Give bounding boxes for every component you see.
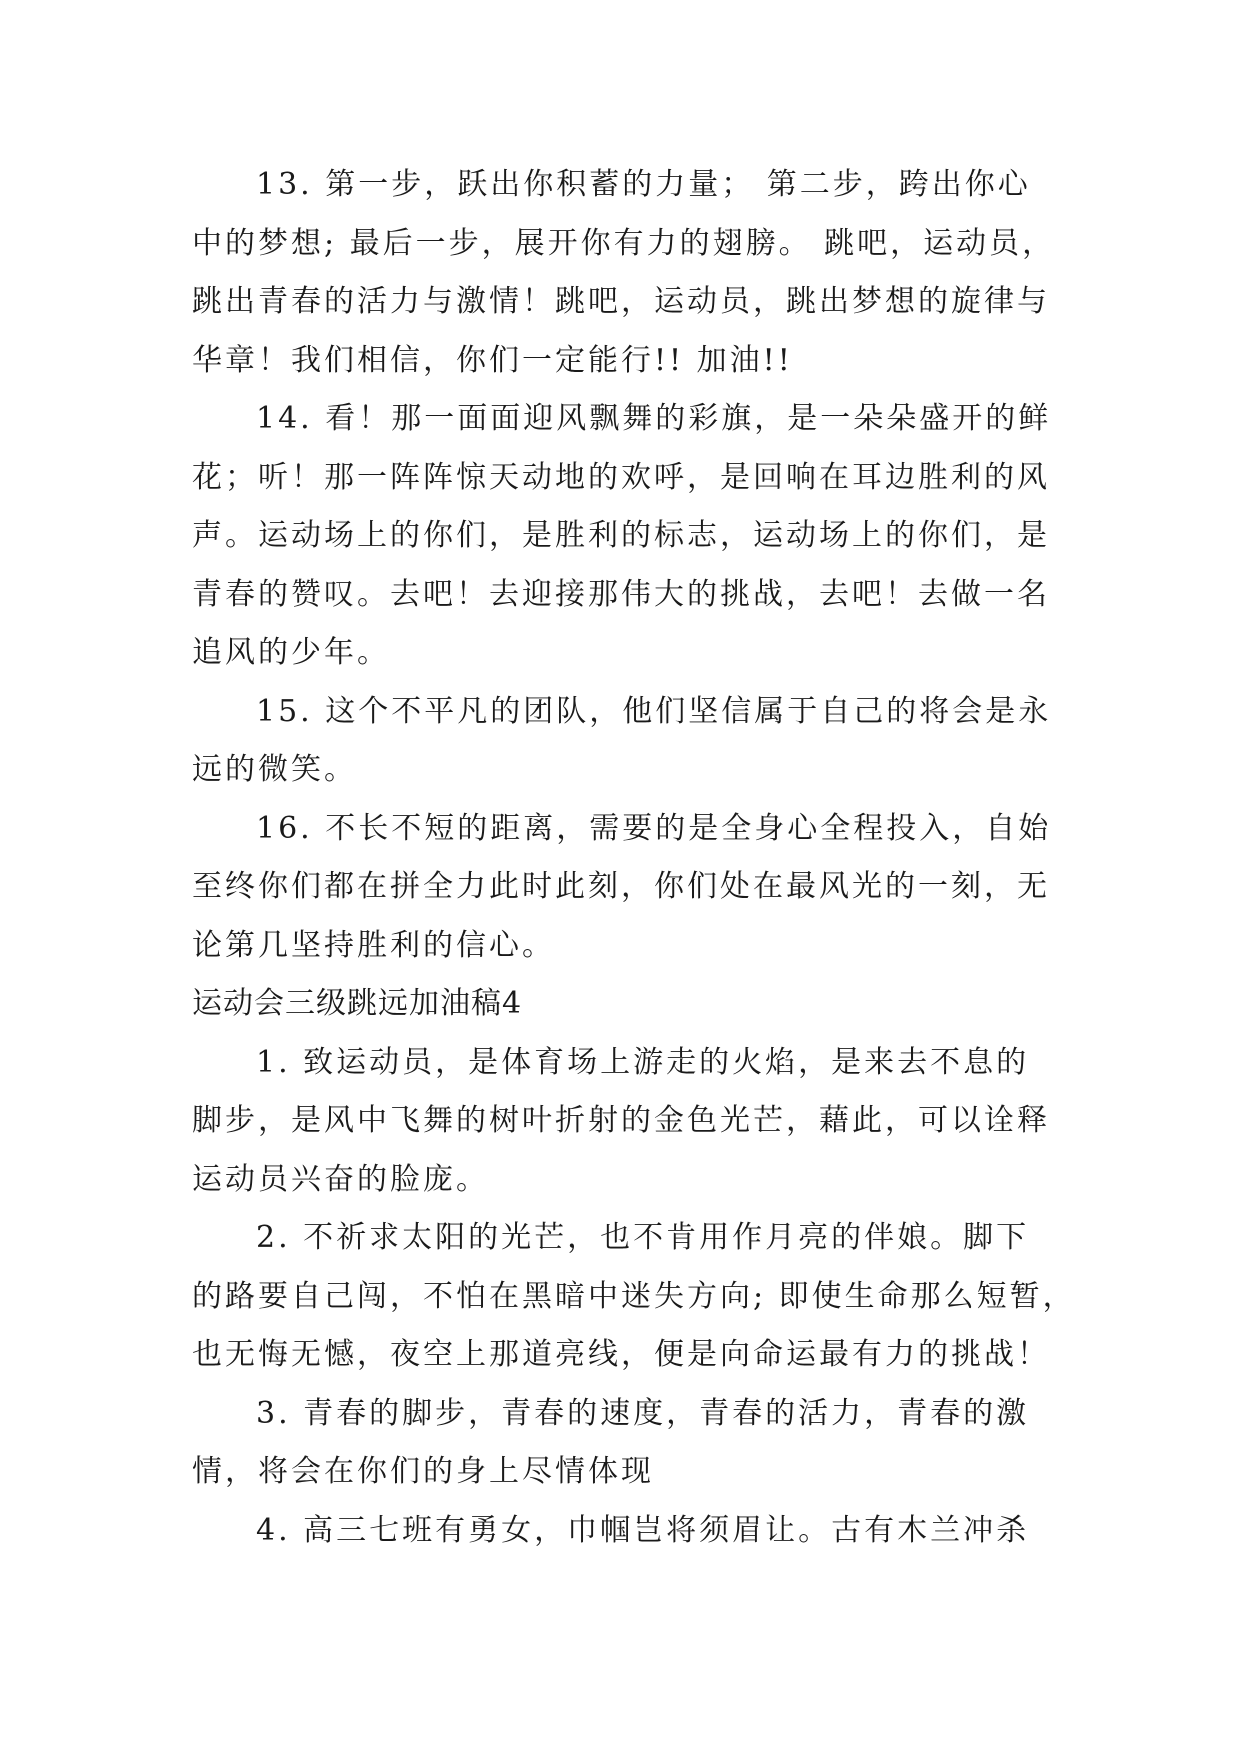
paragraph	[192, 1209, 1076, 1385]
paragraph	[192, 1385, 1072, 1502]
paragraph	[192, 390, 1072, 683]
text-line: 3. 青春的脚步，青春的速度，青春的活力，青春的激	[256, 1395, 1030, 1431]
text-line: 情，将会在你们的身上尽情体现	[192, 1454, 654, 1489]
text-line: 论第几坚持胜利的信心。	[192, 927, 555, 963]
paragraph	[192, 1034, 1072, 1210]
document-body	[192, 156, 1076, 1560]
text-line: 青春的赞叹。去吧！去迎接那伟大的挑战，去吧！去做一名	[192, 576, 1050, 612]
text-line: 花；听！那一阵阵惊天动地的欢呼，是回响在耳边胜利的风	[192, 459, 1050, 495]
section-heading	[192, 975, 1072, 1034]
text-line: 声。运动场上的你们，是胜利的标志，运动场上的你们，是	[192, 518, 1050, 553]
text-line: 14. 看！那一面面迎风飘舞的彩旗，是一朵朵盛开的鲜	[256, 401, 1052, 436]
text-line: 13. 第一步，跃出你积蓄的力量； 第二步，跨出你心	[256, 167, 1031, 202]
text-line: 运动员兴奋的脸庞。	[192, 1161, 489, 1197]
heading-text: 运动会三级跳远加油稿4	[192, 986, 523, 1021]
paragraph	[192, 683, 1072, 800]
text-line: 15. 这个不平凡的团队，他们坚信属于自己的将会是永	[256, 693, 1052, 729]
paragraph	[192, 1502, 1072, 1561]
text-line: 4. 高三七班有勇女，巾帼岂将须眉让。古有木兰冲杀	[256, 1512, 1030, 1548]
text-line: 追风的少年。	[192, 635, 390, 670]
text-line: 2. 不祈求太阳的光芒，也不肯用作月亮的伴娘。脚下	[256, 1220, 1030, 1255]
text-line: 中的梦想; 最后一步，展开你有力的翅膀。 跳吧，运动员，	[192, 225, 1056, 261]
text-line: 跳出青春的活力与激情！跳吧，运动员，跳出梦想的旋律与	[192, 284, 1050, 319]
text-line: 脚步，是风中飞舞的树叶折射的金色光芒，藉此，可以诠释	[192, 1103, 1050, 1138]
paragraph	[192, 800, 1072, 976]
paragraph	[192, 156, 1072, 390]
text-line: 华章！我们相信，你们一定能行!! 加油!!	[192, 342, 793, 378]
text-line: 至终你们都在拼全力此时此刻，你们处在最风光的一刻，无	[192, 869, 1050, 904]
text-line: 16. 不长不短的距离，需要的是全身心全程投入，自始	[256, 810, 1052, 846]
text-line: 的路要自己闯，不怕在黑暗中迷失方向; 即使生命那么短暂，	[192, 1278, 1076, 1314]
text-line: 远的微笑。	[192, 752, 357, 787]
text-line: 1. 致运动员，是体育场上游走的火焰，是来去不息的	[256, 1044, 1030, 1080]
text-line: 也无悔无憾，夜空上那道亮线，便是向命运最有力的挑战！	[192, 1337, 1050, 1372]
